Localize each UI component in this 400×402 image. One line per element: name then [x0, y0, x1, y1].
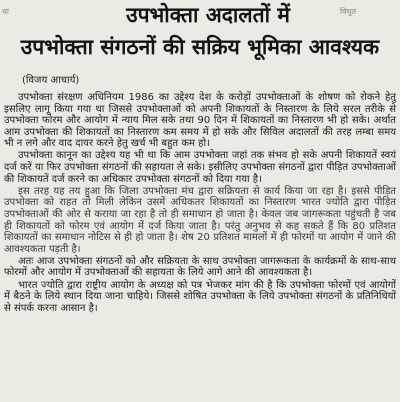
article-paragraph-1: उपभोक्ता संरक्षण अधिनियम 1986 का उद्देश्य देश के करोड़ों उपभोक्ताओं के शोषण को रोकने हेतु इसलिए लागू किया गया था जिससे उपभोक्ताओं को अपनी शिकायतों के निस्तारण के लिये सरल तरीके से उपभोक्ता फोरम और आयोग में न्याय मिल सके तथा 90 दिन में शिकायतों का निस्तारण भी हो सके। अर्थात आम उपभोक्ता की शिकायतों का निस्तारण कम समय में हो सके और सिविल अदालतों की तरह लम्बा समय भी न लगे और वाद दायर करने हेतु खर्च भी बहुत कम हो।: [4, 92, 396, 150]
article-paragraph-2: उपभोक्ता कानून का उद्देश्य यह भी था कि आम उपभोक्ता जहां तक संभव हो सके अपनी शिकायतें स्वयं दर्ज करें या फिर उपभोक्ता संगठनों की सहायता ले सके। इसीलिए उपभोक्ता संगठनों द्वारा पीड़ित उपभोक्ताओं की शिकायतें दर्ज करने का अधिकार उपभोक्ता संगठनों को दिया गया है।: [4, 150, 396, 185]
article-paragraph-4: अतः आज उपभोक्ता संगठनों को और सक्रियता के साथ उपभोक्ता जागरूकता के कार्यक्रमों के साथ-साथ फोरमों और आयोग में उपभोक्ताओं की सहायता के लिये आगे आने की आवश्यकता है।: [4, 255, 396, 279]
author-byline: (विजय आचार्य): [22, 75, 80, 86]
margin-note-left: धा: [2, 7, 9, 16]
article-paragraph-5: भारत ज्योति द्वारा राष्ट्रीय आयोग के अध्यक्ष को पत्र भेजकर मांग की है कि उपभोक्ता फोरमों एवं आयोगों में बैठने के लिये स्थान दिया जाना चाहिये। जिससे शोषित उपभोक्ता के लिये उपभोक्ता संगठनों के प्रतिनिधियों से संपर्क करना आसान है।: [4, 279, 396, 314]
margin-note-right: विधुत: [340, 7, 356, 16]
article-paragraph-3: इस तरह यह तय हुआ कि जिला उपभोक्ता मंच द्वारा सक्रियता से कार्य किया जा रहा है। इससे पीड़ित उपभोक्ता को राहत तो मिली लेकिन उसमें अधिकतर शिकायतों का निस्तारण भारत ज्योति द्वारा पीड़ित उपभोक्ताओं की ओर से कराया जा रहा है तो ही समाधान हो जाता है। केवल जब जागरूकता पहुंचती है जब ही शिकायतों को फोरम एवं आयोग में दर्ज किया जाता है। परंतु अनुभव से कह सकते हैं कि 80 प्रतिशत शिकायतों का समाधान नोटिस से ही हो जाता है। शेष 20 प्रतिशत मामलों में ही फोरमों या आयोग में जाने की आवश्यकता पड़ती है।: [4, 185, 396, 255]
headline-line-1: उपभोक्ता अदालतों में: [126, 3, 290, 27]
headline-line-2: उपभोक्ता संगठनों की सक्रिय भूमिका आवश्यक: [20, 35, 380, 59]
article-body: [4, 92, 396, 314]
